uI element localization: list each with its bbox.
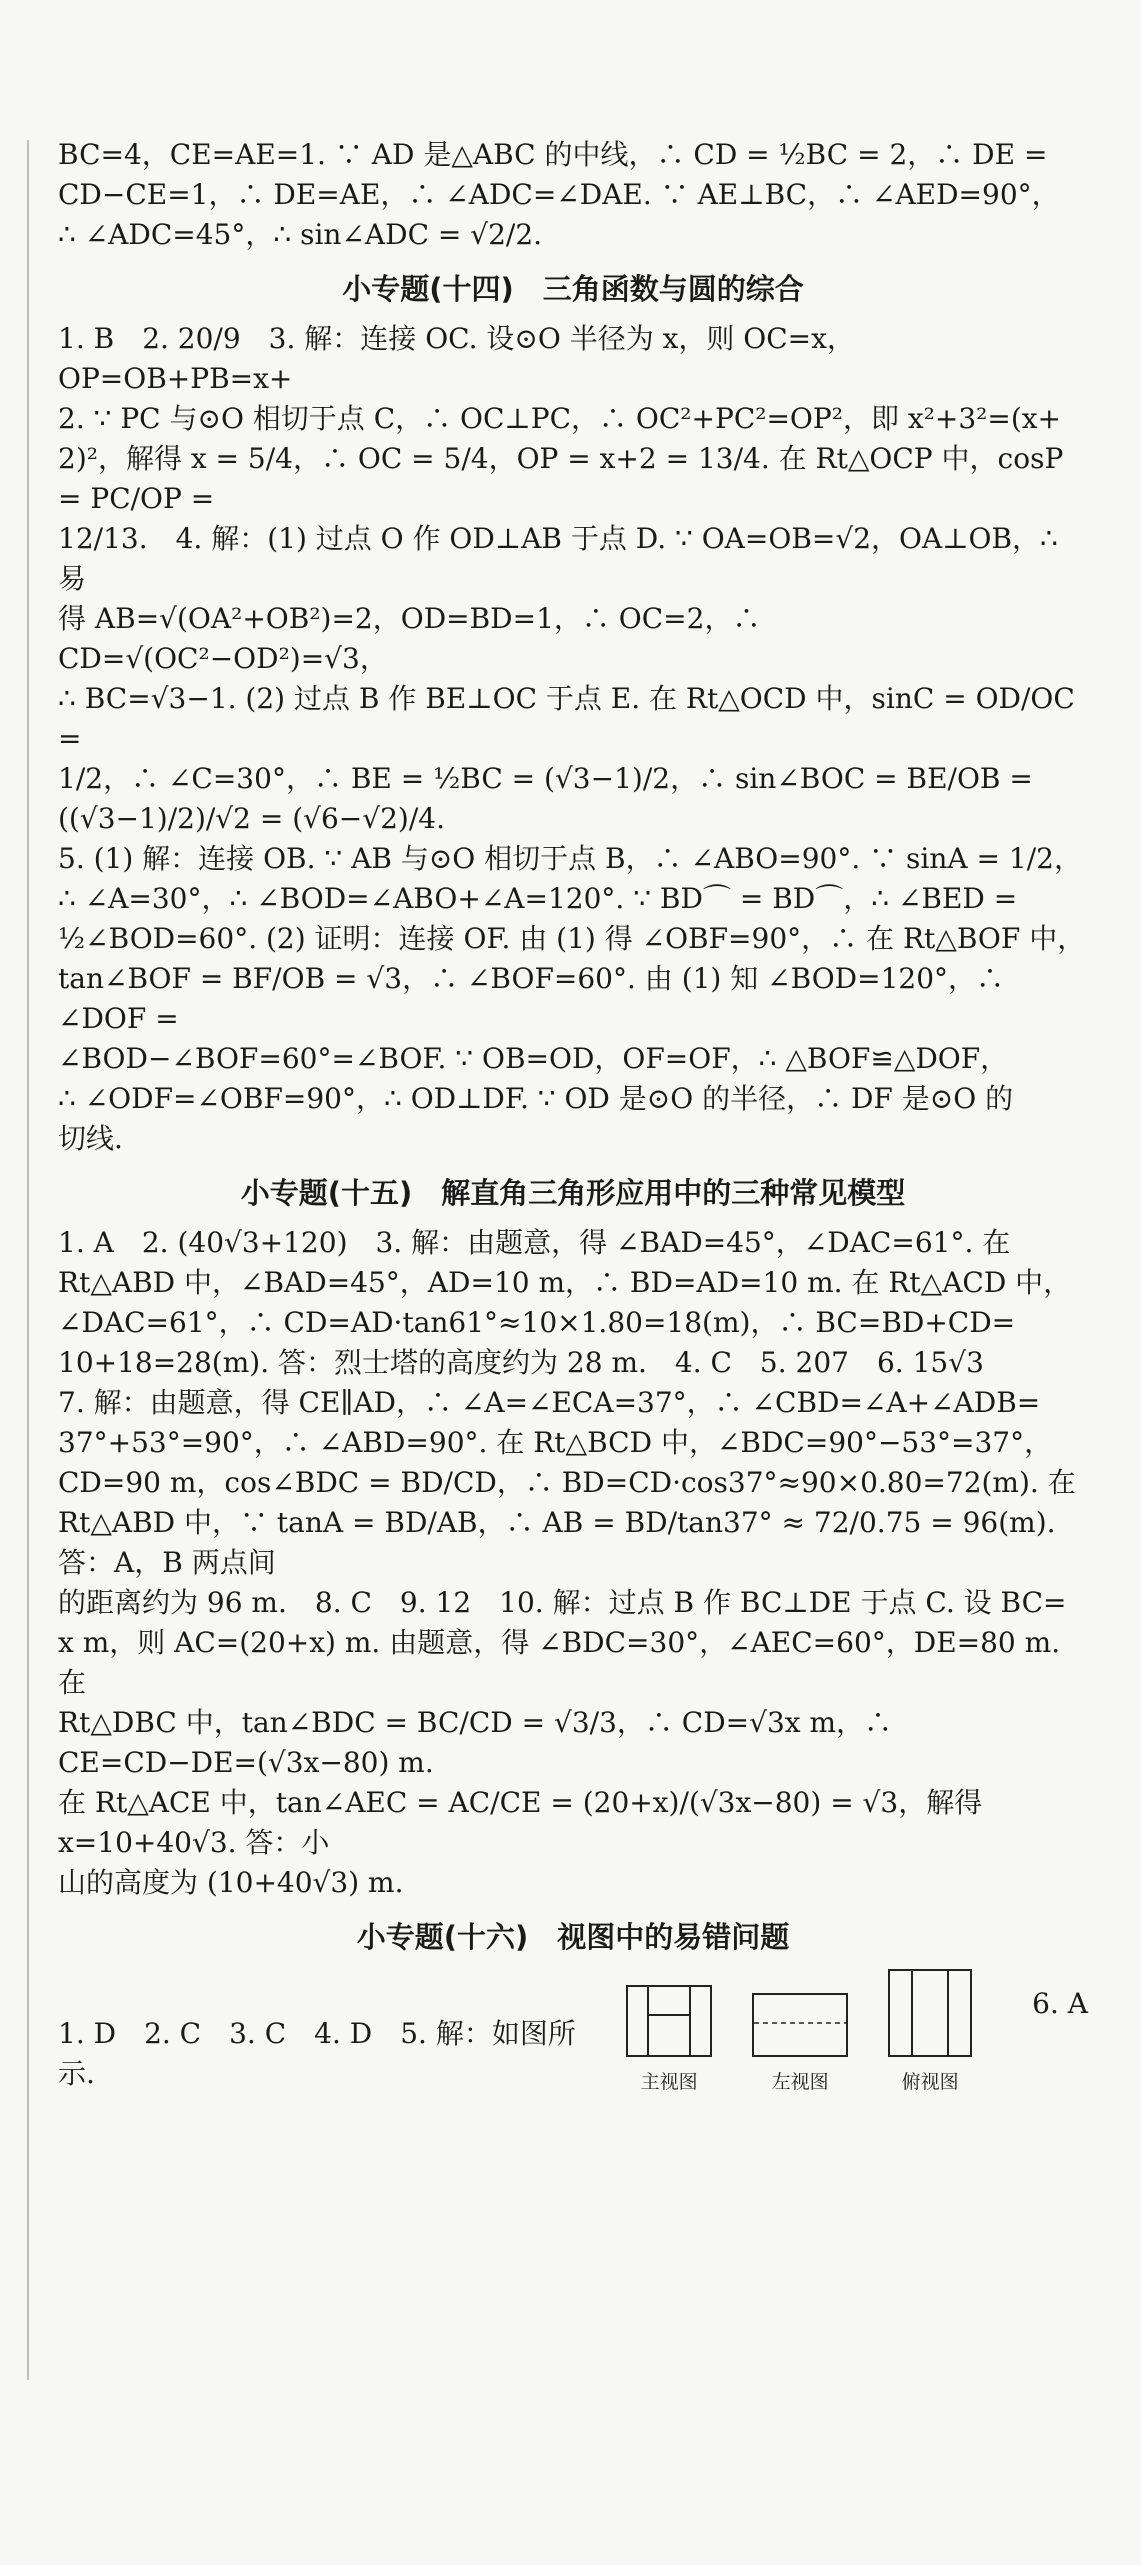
text-line: 5. (1) 解：连接 OB. ∵ AB 与⊙O 相切于点 B，∴ ∠ABO=90°. ∵ sinA = 1/2，: [58, 842, 1082, 875]
text-line: 得 AB=√(OA²+OB²)=2，OD=BD=1，∴ OC=2，∴ CD=√(OC²−OD²)=√3，: [58, 602, 761, 675]
text-line: ∴ ∠ODF=∠OBF=90°，∴ OD⊥DF. ∵ OD 是⊙O 的半径，∴ DF 是⊙O 的: [58, 1082, 1014, 1115]
text-line: ∠DAC=61°，∴ CD=AD·tan61°≈10×1.80=18(m)，∴ BC=BD+CD=: [58, 1306, 1016, 1339]
text-line: 1. A 2. (40√3+120) 3. 解：由题意，得 ∠BAD=45°，∠DAC=61°. 在: [58, 1226, 1011, 1259]
section-heading-16: 小专题(十六) 视图中的易错问题: [356, 1920, 790, 1954]
text-line: Rt△DBC 中，tan∠BDC = BC/CD = √3/3，∴ CD=√3x m，∴ CE=CD−DE=(√3x−80) m.: [58, 1706, 893, 1779]
text-line: 的距离约为 96 m. 8. C 9. 12 10. 解：过点 B 作 BC⊥DE 于点 C. 设 BC=: [58, 1586, 1067, 1619]
text-line: 山的高度为 (10+40√3) m.: [58, 1866, 404, 1899]
side-view-drawing: [752, 1993, 848, 2057]
answer-6: 6. A: [1032, 1987, 1088, 2020]
text-line: 1/2，∴ ∠C=30°，∴ BE = ½BC = (√3−1)/2，∴ sin∠BOC = BE/OB = ((√3−1)/2)/√2 = (√6−√2)/4.: [58, 762, 1033, 835]
section-heading-15: 小专题(十五) 解直角三角形应用中的三种常见模型: [240, 1176, 906, 1210]
text-line: 37°+53°=90°，∴ ∠ABD=90°. 在 Rt△BCD 中，∠BDC=90°−53°=37°，: [58, 1426, 1053, 1459]
text-line: 2)²，解得 x = 5/4，∴ OC = 5/4，OP = x+2 = 13/4. 在 Rt△OCP 中，cosP = PC/OP =: [58, 442, 1064, 515]
text-line: tan∠BOF = BF/OB = √3，∴ ∠BOF=60°. 由 (1) 知 ∠BOD=120°，∴ ∠DOF =: [58, 962, 1005, 1035]
section-heading-14: 小专题(十四) 三角函数与圆的综合: [342, 272, 804, 306]
text-line: 10+18=28(m). 答：烈士塔的高度约为 28 m. 4. C 5. 207 6. 15√3: [58, 1346, 984, 1379]
answers-line: 1. D 2. C 3. C 4. D 5. 解：如图所示.: [58, 2017, 576, 2090]
text-line: Rt△ABD 中，∵ tanA = BD/AB，∴ AB = BD/tan37° ≈ 72/0.75 = 96(m). 答：A，B 两点间: [58, 1506, 1056, 1579]
text-line: 切线.: [58, 1122, 123, 1155]
text-line: 7. 解：由题意，得 CE∥AD，∴ ∠A=∠ECA=37°，∴ ∠CBD=∠A+∠ADB=: [58, 1386, 1041, 1419]
text-line: ∴ ∠ADC=45°，∴ sin∠ADC = √2/2.: [58, 218, 543, 251]
text-line: 在 Rt△ACE 中，tan∠AEC = AC/CE = (20+x)/(√3x−80) = √3，解得 x=10+40√3. 答：小: [58, 1786, 983, 1859]
view-caption: 俯视图: [901, 2071, 959, 2093]
front-view-drawing: [626, 1985, 712, 2057]
text-line: ∠BOD−∠BOF=60°=∠BOF. ∵ OB=OD，OF=OF，∴ △BOF≌△DOF，: [58, 1042, 1009, 1075]
views-row: [58, 1969, 1088, 2094]
view-caption: 左视图: [771, 2071, 829, 2093]
text-line: 12/13. 4. 解：(1) 过点 O 作 OD⊥AB 于点 D. ∵ OA=OB=√2，OA⊥OB，∴ 易: [58, 522, 1058, 595]
margin-rule: [27, 140, 29, 2380]
text-line: ∴ BC=√3−1. (2) 过点 B 作 BE⊥OC 于点 E. 在 Rt△OCD 中，sinC = OD/OC =: [58, 682, 1075, 755]
front-view-figure: [626, 1985, 712, 2094]
text-line: CD−CE=1，∴ DE=AE，∴ ∠ADC=∠DAE. ∵ AE⊥BC，∴ ∠AED=90°，: [58, 178, 1060, 211]
text-line: Rt△ABD 中，∠BAD=45°，AD=10 m，∴ BD=AD=10 m. 在 Rt△ACD 中，: [58, 1266, 1072, 1299]
answer-content: [58, 135, 1088, 2094]
text-line: 2. ∵ PC 与⊙O 相切于点 C，∴ OC⊥PC，∴ OC²+PC²=OP²，即 x²+3²=(x+: [58, 402, 1061, 435]
text-line: 1. B 2. 20/9 3. 解：连接 OC. 设⊙O 半径为 x，则 OC=x，OP=OB+PB=x+: [58, 322, 855, 395]
text-line: BC=4，CE=AE=1. ∵ AD 是△ABC 的中线，∴ CD = ½BC = 2，∴ DE =: [58, 138, 1048, 171]
text-line: x m，则 AC=(20+x) m. 由题意，得 ∠BDC=30°，∠AEC=60°，DE=80 m. 在: [58, 1626, 1061, 1699]
side-view-figure: [752, 1993, 848, 2094]
text-line: ∴ ∠A=30°，∴ ∠BOD=∠ABO+∠A=120°. ∵ BD⌒ = BD⌒，∴ ∠BED =: [58, 882, 1018, 915]
text-line: ½∠BOD=60°. (2) 证明：连接 OF. 由 (1) 得 ∠OBF=90°，∴ 在 Rt△BOF 中，: [58, 922, 1086, 955]
top-view-figure: [888, 1969, 972, 2094]
top-view-drawing: [888, 1969, 972, 2057]
text-line: CD=90 m，cos∠BDC = BD/CD，∴ BD=CD·cos37°≈90×0.80=72(m). 在: [58, 1466, 1076, 1499]
view-caption: 主视图: [640, 2071, 698, 2093]
